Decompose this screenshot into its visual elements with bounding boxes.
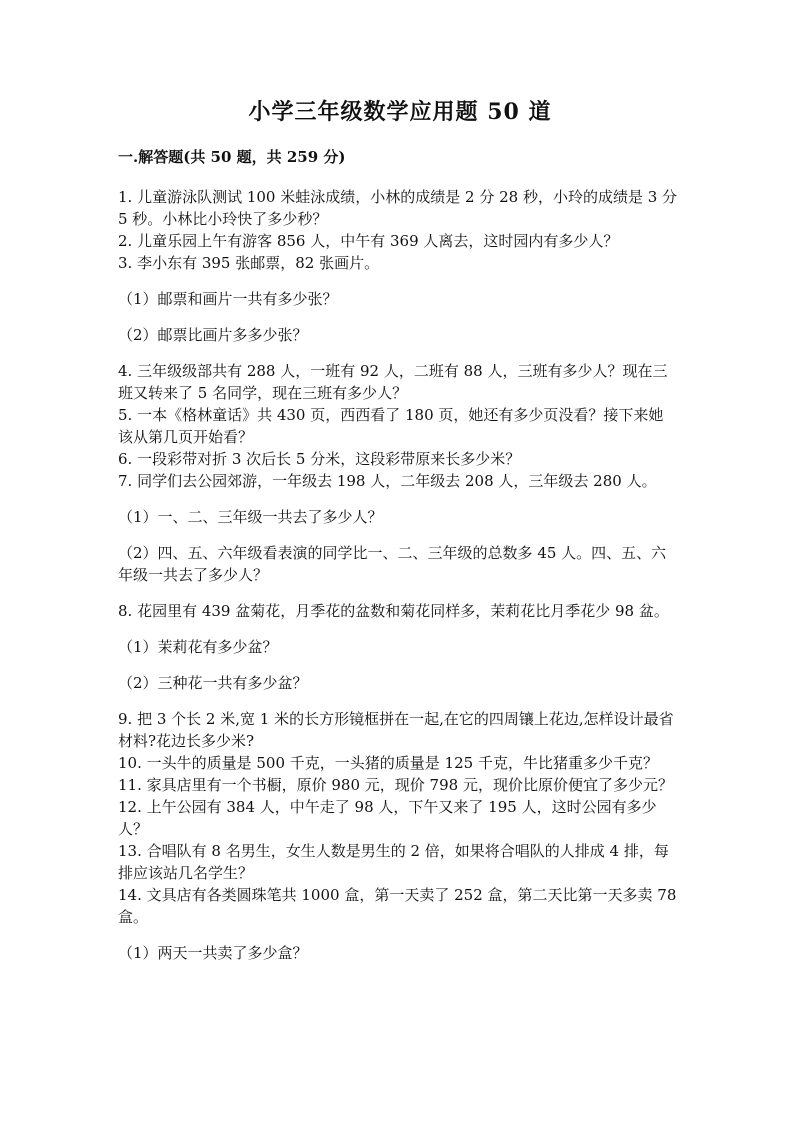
section-heading: 一.解答题(共 50 题，共 259 分) (118, 148, 346, 166)
question-8-part-2: （2）三种花一共有多少盆？ (118, 674, 308, 692)
question-5: 5. 一本《格林童话》共 430 页，西西看了 180 页，她还有多少页没看？接下来她该从第几页开始看？ (118, 406, 664, 446)
question-10: 10. 一头牛的质量是 500 千克，一头猪的质量是 125 千克，牛比猪重多少千克？ (118, 754, 658, 772)
question-6: 6. 一段彩带对折 3 次后长 5 分米，这段彩带原来长多少米？ (118, 450, 521, 468)
question-3: 3. 李小东有 395 张邮票，82 张画片。 (118, 254, 380, 272)
question-8-part-1: （1）茉莉花有多少盆？ (118, 638, 278, 656)
question-14: 14. 文具店有各类圆珠笔共 1000 盒，第一天卖了 252 盒，第二天比第一天多卖 78 盒。 (118, 886, 677, 926)
question-11: 11. 家具店里有一个书橱，原价 980 元，现价 798 元，现价比原价便宜了多少元？ (118, 776, 673, 794)
question-7: 7. 同学们去公园郊游，一年级去 198 人，二年级去 208 人，三年级去 280 人。 (118, 472, 657, 490)
page-title: 小学三年级数学应用题 50 道 (248, 99, 552, 125)
question-12: 12. 上午公园有 384 人，中午走了 98 人，下午又来了 195 人，这时公园有多少人？ (118, 798, 657, 838)
question-13: 13. 合唱队有 8 名男生，女生人数是男生的 2 倍，如果将合唱队的人排成 4 排，每排应该站几名学生？ (118, 842, 669, 882)
question-7-part-2: （2）四、五、六年级看表演的同学比一、二、三年级的总数多 45 人。四、五、六年级一共去了多少人？ (118, 544, 667, 584)
question-4: 4. 三年级级部共有 288 人，一班有 92 人，二班有 88 人，三班有多少人？现在三班又转来了 5 名同学，现在三班有多少人？ (118, 362, 668, 402)
question-1: 1. 儿童游泳队测试 100 米蛙泳成绩，小林的成绩是 2 分 28 秒，小玲的成绩是 3 分 5 秒。小林比小玲快了多少秒？ (118, 188, 678, 228)
question-7-part-1: （1）一、二、三年级一共去了多少人？ (118, 508, 383, 526)
question-14-part-1: （1）两天一共卖了多少盒？ (118, 944, 308, 962)
question-8: 8. 花园里有 439 盆菊花，月季花的盆数和菊花同样多，茉莉花比月季花少 98 盆。 (118, 602, 669, 620)
question-2: 2. 儿童乐园上午有游客 856 人，中午有 369 人离去，这时园内有多少人？ (118, 232, 619, 250)
question-3-part-2: （2）邮票比画片多多少张？ (118, 326, 308, 344)
question-9: 9. 把 3 个长 2 米,宽 1 米的长方形镜框拼在一起,在它的四周镶上花边,怎样设计最省材料?花边长多少米? (118, 710, 674, 750)
question-list (118, 186, 678, 978)
question-3-part-1: （1）邮票和画片一共有多少张？ (118, 290, 338, 308)
